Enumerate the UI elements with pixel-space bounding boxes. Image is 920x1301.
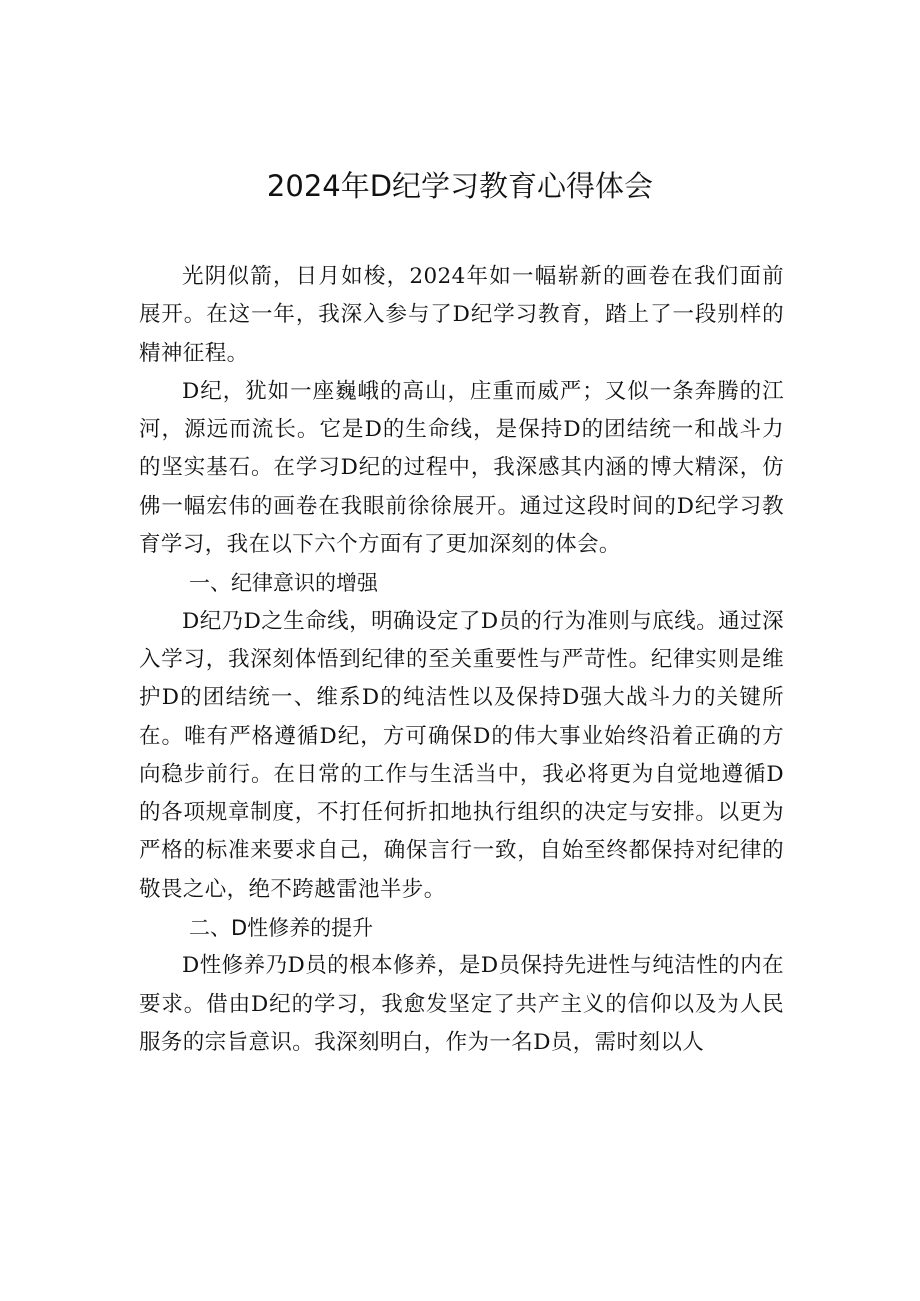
- body-paragraph-party-discipline: D纪，犹如一座巍峨的高山，庄重而威严；又似一条奔腾的江河，源远而流长。它是D的生命线，是保持D的团结统一和战斗力的坚实基石。在学习D纪的过程中，我深感其内涵的博大精深，仿佛一幅宏伟的画卷在我眼前徐徐展开。通过这段时间的D纪学习教育学习，我在以下六个方面有了更加深刻的体会。: [139, 378, 784, 558]
- section-heading-discipline-awareness: 一、纪律意识的增强: [189, 571, 378, 596]
- section-paragraph-discipline-awareness: D纪乃D之生命线，明确设定了D员的行为准则与底线。通过深入学习，我深刻体悟到纪律的至关重要性与严苛性。纪律实则是维护D的团结统一、维系D的纯洁性以及保持D强大战斗力的关键所在。唯有严格遵循D纪，方可确保D的伟大事业始终沿着正确的方向稳步前行。在日常的工作与生活当中，我必将更为自觉地遵循D的各项规章制度，不打任何折扣地执行组织的决定与安排。以更为严格的标准来要求自己，确保言行一致，自始至终都保持对纪律的敬畏之心，绝不跨越雷池半步。: [139, 608, 784, 902]
- body-paragraph-intro: 光阴似箭，日月如梭，2024年如一幅崭新的画卷在我们面前展开。在这一年，我深入参与了D纪学习教育，踏上了一段别样的精神征程。: [139, 264, 784, 366]
- document-title: 2024年D纪学习教育心得体会: [266, 169, 654, 203]
- document-body: [139, 258, 784, 1062]
- section-heading-party-cultivation: 二、D性修养的提升: [189, 916, 374, 941]
- section-paragraph-party-cultivation: D性修养乃D员的根本修养，是D员保持先进性与纯洁性的内在要求。借由D纪的学习，我愈发坚定了共产主义的信仰以及为人民服务的宗旨意识。我深刻明白，作为一名D员，需时刻以人: [139, 953, 784, 1055]
